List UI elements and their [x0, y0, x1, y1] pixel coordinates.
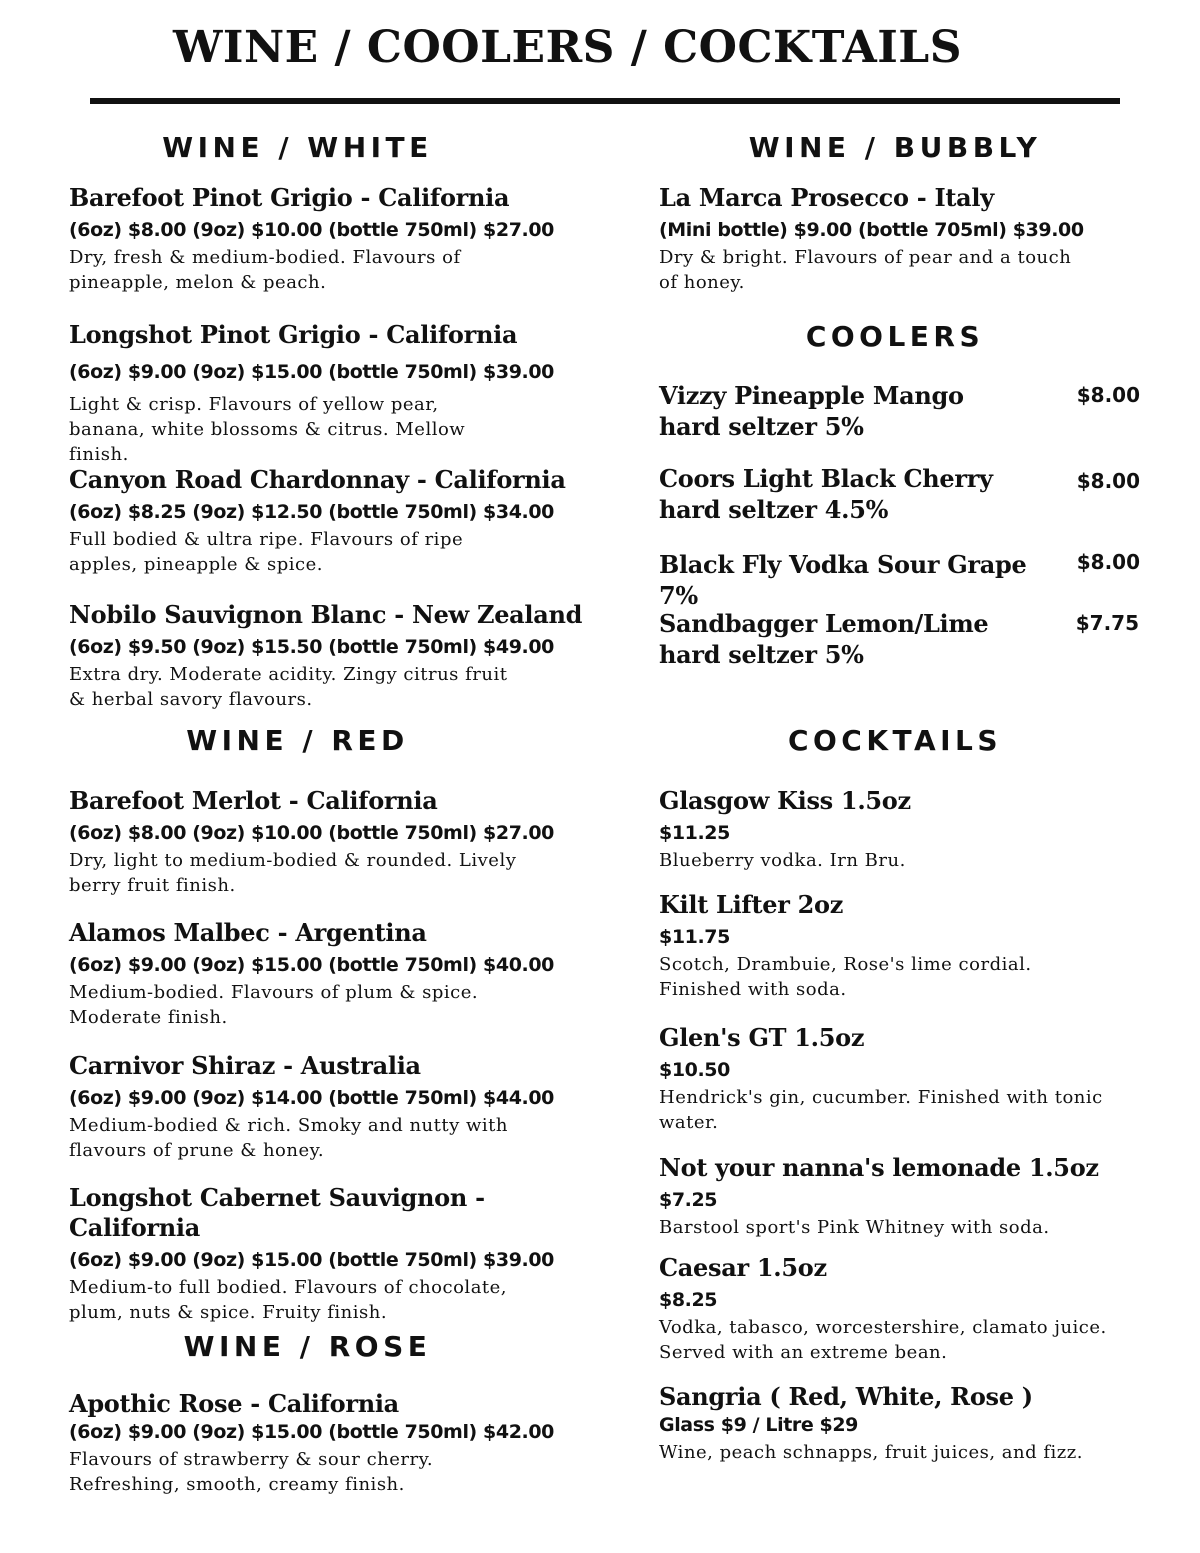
item-description: Dry, light to medium-bodied & rounded. Lively berry fruit finish.: [69, 850, 517, 896]
item-description: Dry & bright. Flavours of pear and a touch of honey.: [659, 247, 1072, 293]
menu-item: [659, 1153, 1139, 1240]
item-price: $8.25: [659, 1289, 718, 1311]
item-name: Canyon Road Chardonnay - California: [69, 465, 566, 494]
item-price: $8.00: [1076, 383, 1140, 407]
item-description: Hendrick's gin, cucumber. Finished with tonic water.: [659, 1087, 1103, 1133]
item-name: Glen's GT 1.5oz: [659, 1023, 865, 1052]
section-heading-wine-rose: WINE / ROSE: [183, 1330, 432, 1363]
item-description: Blueberry vodka. Irn Bru.: [659, 850, 906, 871]
item-price: (6oz) $9.00 (9oz) $14.00 (bottle 750ml) $44.00: [69, 1087, 554, 1109]
item-price: (6oz) $8.00 (9oz) $10.00 (bottle 750ml) $27.00: [69, 219, 554, 241]
item-name: Glasgow Kiss 1.5oz: [659, 786, 911, 815]
item-description: Flavours of strawberry & sour cherry. Refreshing, smooth, creamy finish.: [69, 1449, 434, 1495]
menu-item: [69, 918, 589, 1030]
section-heading-cocktails: COCKTAILS: [787, 724, 1003, 757]
item-name: Kilt Lifter 2oz: [659, 890, 844, 919]
menu-item: [69, 465, 589, 577]
item-description: Barstool sport's Pink Whitney with soda.: [659, 1217, 1050, 1238]
menu-item: [659, 890, 1139, 1002]
item-description: Medium-bodied & rich. Smoky and nutty with flavours of prune & honey.: [69, 1115, 508, 1161]
item-name: Vizzy Pineapple Mango hard seltzer 5%: [659, 381, 964, 441]
cooler-item: [659, 463, 1149, 525]
item-name: Carnivor Shiraz - Australia: [69, 1051, 421, 1080]
cooler-item: [659, 380, 1149, 442]
menu-item: [69, 600, 589, 712]
menu-item: [69, 320, 589, 467]
item-name: La Marca Prosecco - Italy: [659, 183, 994, 212]
title-divider: [90, 98, 1120, 104]
item-name: Not your nanna's lemonade 1.5oz: [659, 1153, 1099, 1182]
item-price: $11.75: [659, 926, 730, 948]
item-name: Sandbagger Lemon/Lime hard seltzer 5%: [659, 609, 989, 669]
item-price: $8.00: [1076, 550, 1140, 574]
item-price: $11.25: [659, 822, 730, 844]
item-name: Longshot Cabernet Sauvignon - California: [69, 1183, 485, 1242]
item-name: Sangria ( Red, White, Rose ): [659, 1382, 1033, 1411]
cooler-item: [659, 608, 1149, 670]
item-price: (6oz) $8.25 (9oz) $12.50 (bottle 750ml) $34.00: [69, 501, 554, 523]
item-price: (Mini bottle) $9.00 (bottle 705ml) $39.00: [659, 219, 1084, 241]
item-description: Full bodied & ultra ripe. Flavours of ripe apples, pineapple & spice.: [69, 529, 464, 575]
menu-item: [69, 786, 589, 898]
menu-item: [659, 183, 1139, 295]
item-description: Dry, fresh & medium-bodied. Flavours of pineapple, melon & peach.: [69, 247, 461, 293]
section-heading-wine-red: WINE / RED: [186, 724, 409, 757]
item-price: (6oz) $9.50 (9oz) $15.50 (bottle 750ml) $49.00: [69, 636, 554, 658]
item-price: $10.50: [659, 1059, 730, 1081]
menu-item: [659, 1023, 1139, 1135]
item-price: (6oz) $9.00 (9oz) $15.00 (bottle 750ml) $39.00: [69, 361, 554, 383]
item-price: Glass $9 / Litre $29: [659, 1414, 859, 1436]
item-price: (6oz) $9.00 (9oz) $15.00 (bottle 750ml) $40.00: [69, 954, 554, 976]
section-heading-wine-bubbly: WINE / BUBBLY: [748, 131, 1042, 164]
item-description: Light & crisp. Flavours of yellow pear, banana, white blossoms & citrus. Mellow finish.: [69, 394, 466, 465]
item-description: Medium-to full bodied. Flavours of chocolate, plum, nuts & spice. Fruity finish.: [69, 1277, 508, 1323]
section-heading-wine-white: WINE / WHITE: [162, 131, 433, 164]
item-price: $8.00: [1076, 469, 1140, 493]
page-title: WINE / COOLERS / COCKTAILS: [172, 22, 963, 73]
menu-item: [659, 786, 1139, 873]
item-name: Barefoot Merlot - California: [69, 786, 438, 815]
item-name: Caesar 1.5oz: [659, 1253, 827, 1282]
item-price: $7.25: [659, 1189, 718, 1211]
menu-item: [69, 1183, 609, 1325]
item-description: Medium-bodied. Flavours of plum & spice. Moderate finish.: [69, 982, 479, 1028]
item-name: Black Fly Vodka Sour Grape 7%: [659, 550, 1027, 610]
item-name: Longshot Pinot Grigio - California: [69, 320, 518, 349]
item-name: Barefoot Pinot Grigio - California: [69, 183, 510, 212]
menu-item: [659, 1382, 1139, 1465]
menu-item: [659, 1253, 1139, 1365]
item-name: Coors Light Black Cherry hard seltzer 4.5%: [659, 464, 993, 524]
item-name: Apothic Rose - California: [69, 1389, 399, 1418]
item-name: Nobilo Sauvignon Blanc - New Zealand: [69, 600, 583, 629]
item-description: Vodka, tabasco, worcestershire, clamato juice. Served with an extreme bean.: [659, 1317, 1107, 1363]
cooler-item: [659, 549, 1149, 611]
item-price: (6oz) $8.00 (9oz) $10.00 (bottle 750ml) $27.00: [69, 822, 554, 844]
item-description: Wine, peach schnapps, fruit juices, and fizz.: [659, 1442, 1083, 1463]
menu-item: [69, 1389, 589, 1497]
item-description: Extra dry. Moderate acidity. Zingy citrus fruit & herbal savory flavours.: [69, 664, 508, 710]
item-description: Scotch, Drambuie, Rose's lime cordial. Finished with soda.: [659, 954, 1032, 1000]
menu-item: [69, 183, 589, 295]
item-price: $7.75: [1075, 611, 1139, 635]
item-price: (6oz) $9.00 (9oz) $15.00 (bottle 750ml) $39.00: [69, 1249, 554, 1271]
section-heading-coolers: COOLERS: [805, 320, 985, 353]
item-name: Alamos Malbec - Argentina: [69, 918, 427, 947]
menu-item: [69, 1051, 589, 1163]
item-price: (6oz) $9.00 (9oz) $15.00 (bottle 750ml) $42.00: [69, 1421, 554, 1443]
